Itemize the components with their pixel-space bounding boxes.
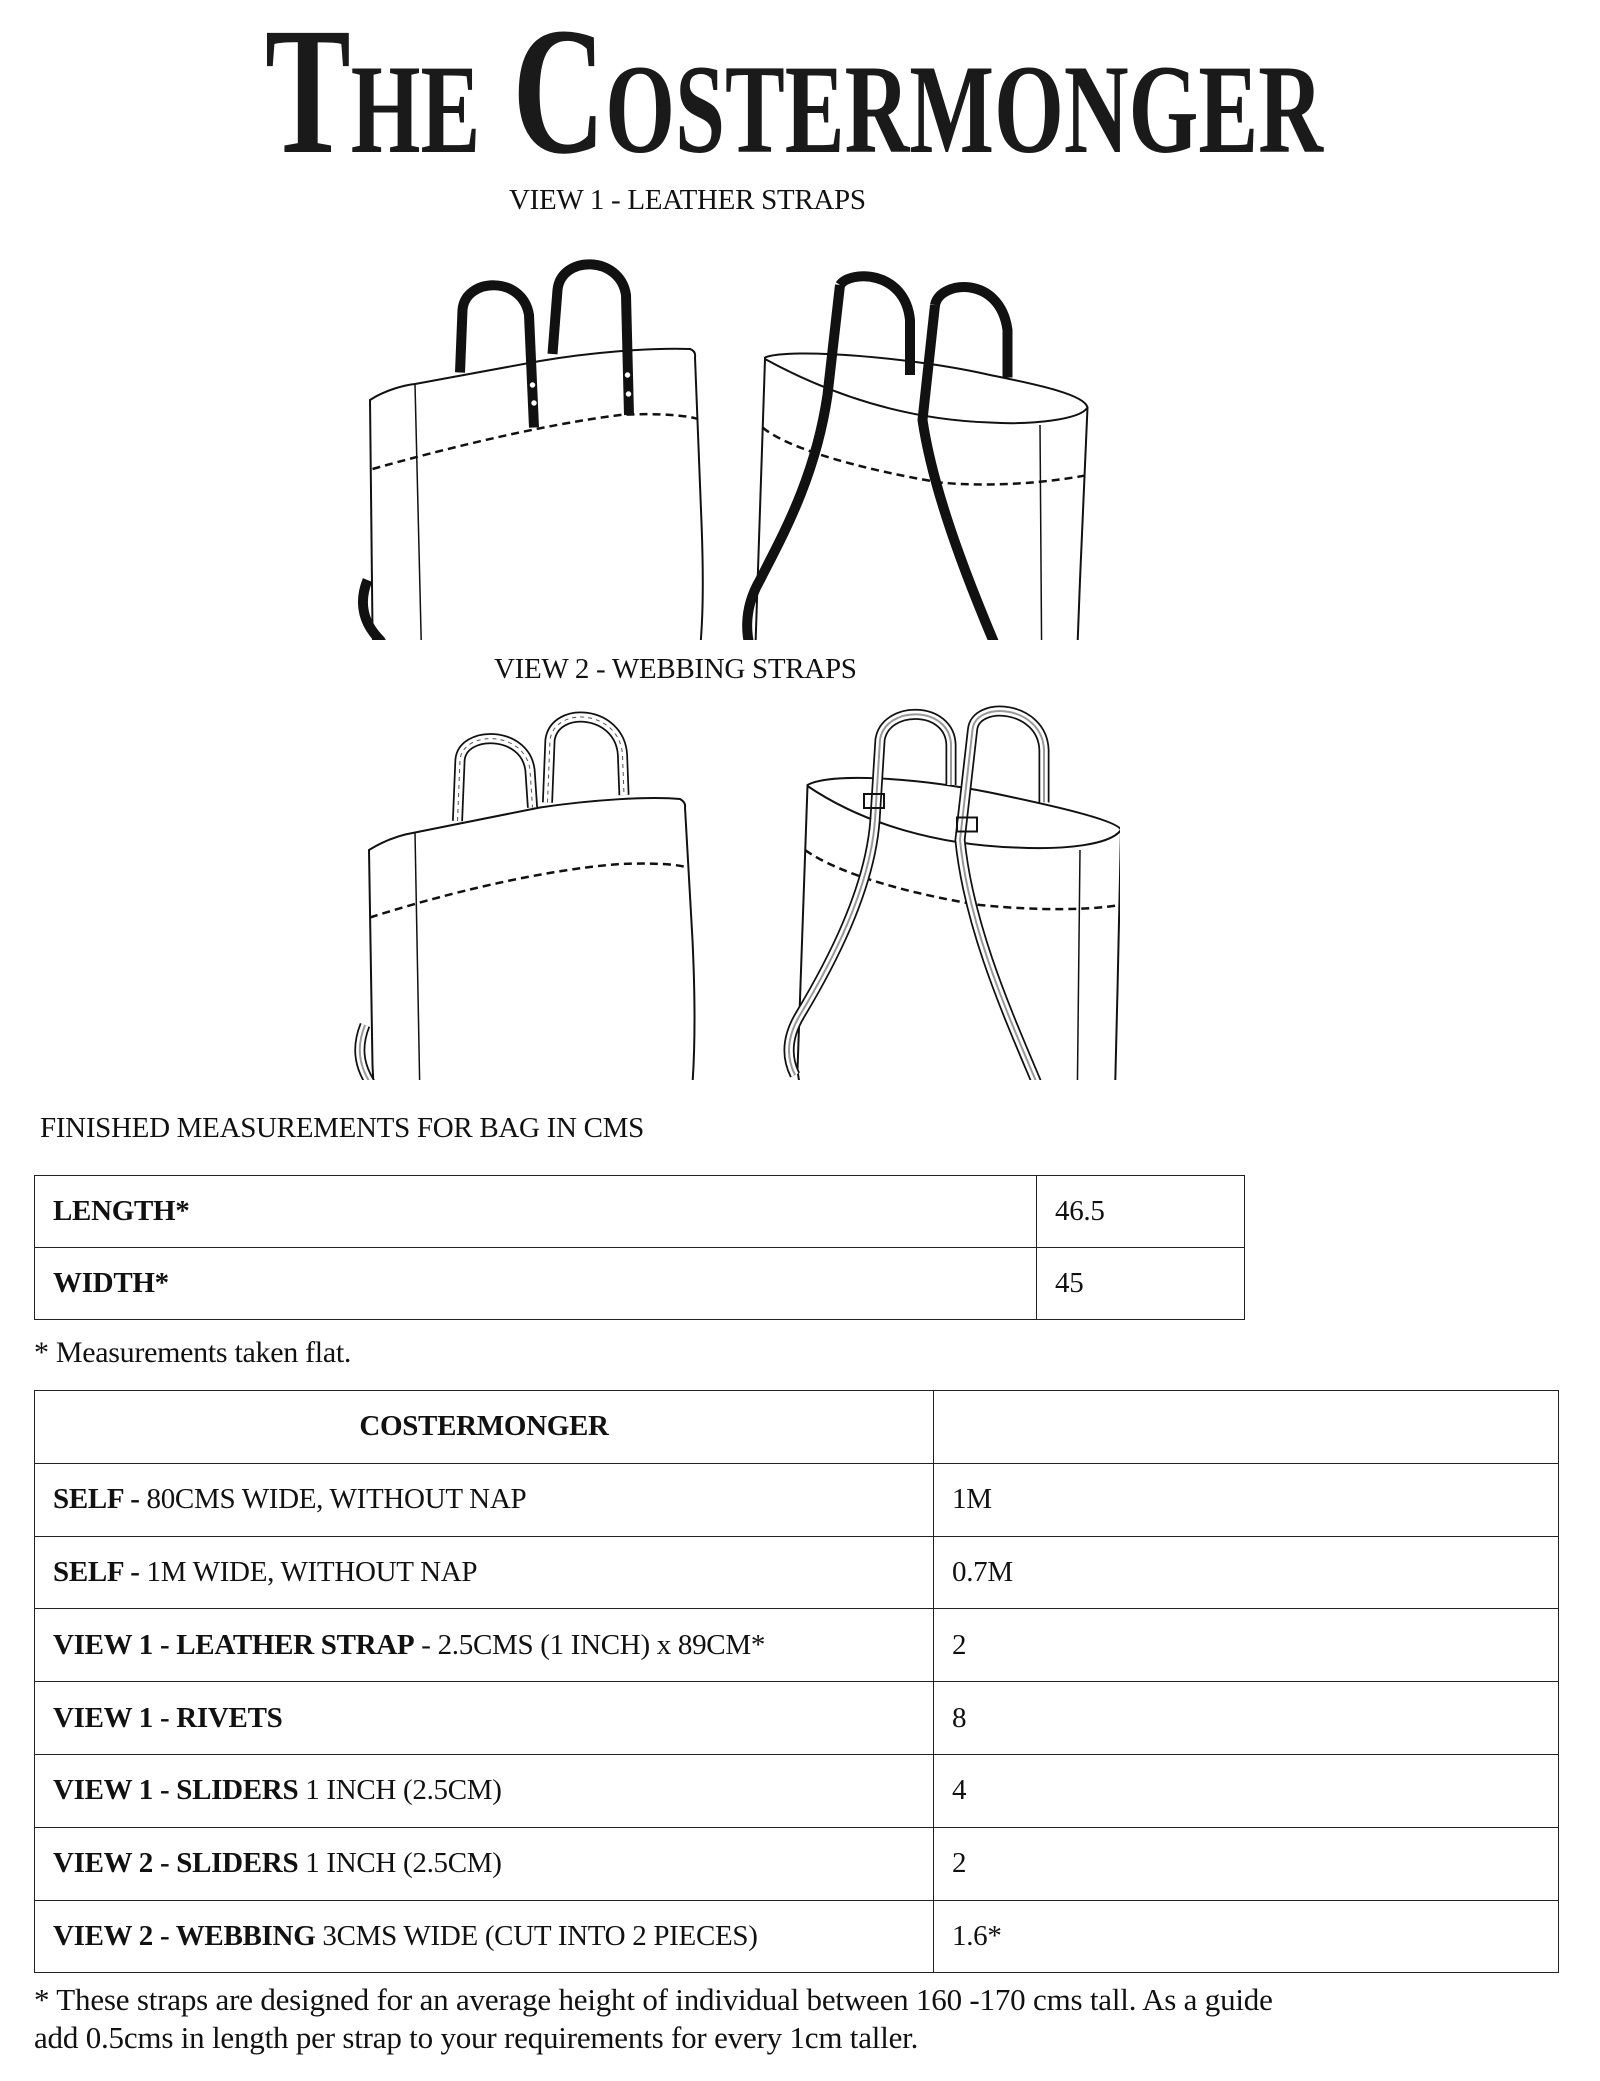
item-name: VIEW 1 - SLIDERS [53, 1774, 299, 1807]
item-quantity: 8 [934, 1682, 1559, 1755]
measurement-value: 45 [1037, 1248, 1245, 1320]
item-quantity: 1.6* [934, 1900, 1559, 1973]
item-detail: 3CMS WIDE (CUT INTO 2 PIECES) [315, 1919, 758, 1952]
requirements-header: COSTERMONGER [359, 1410, 609, 1443]
item-name: VIEW 2 - SLIDERS [53, 1847, 299, 1880]
table-row [35, 1536, 1559, 1609]
item-name: VIEW 1 - RIVETS [53, 1701, 283, 1734]
table-row [35, 1900, 1559, 1973]
bag-back-webbing [789, 711, 1120, 1080]
view-1-illustration [340, 230, 1120, 640]
item-quantity: 4 [934, 1754, 1559, 1827]
measurements-note: * Measurements taken flat. [34, 1336, 352, 1369]
item-detail: 1 INCH (2.5CM) [298, 1774, 502, 1807]
footnote-line-2: add 0.5cms in length per strap to your requirements for every 1cm taller. [34, 2020, 919, 2055]
measurements-table [34, 1175, 1245, 1320]
measurement-label: WIDTH* [53, 1267, 169, 1299]
page-title [0, 0, 1600, 180]
measurement-label: LENGTH* [53, 1195, 190, 1227]
table-row [35, 1754, 1559, 1827]
bag-front-webbing [360, 717, 695, 1080]
item-name: VIEW 1 - LEATHER STRAP [53, 1628, 415, 1661]
item-name: VIEW 2 - WEBBING [53, 1919, 316, 1952]
item-quantity: 2 [934, 1609, 1559, 1682]
webbing-handle [458, 739, 533, 821]
bag-front-leather [363, 264, 703, 640]
item-detail: - 2.5CMS (1 INCH) x 89CM* [414, 1628, 766, 1661]
item-detail: 1M WIDE, WITHOUT NAP [146, 1555, 478, 1588]
requirements-table [34, 1390, 1559, 1973]
item-detail: 80CMS WIDE, WITHOUT NAP [146, 1483, 527, 1516]
table-row [35, 1682, 1559, 1755]
view-2-illustration [340, 690, 1120, 1080]
table-row [35, 1609, 1559, 1682]
item-detail: 1 INCH (2.5CM) [298, 1847, 502, 1880]
bag-back-leather [747, 276, 1087, 640]
measurement-value: 46.5 [1037, 1176, 1245, 1248]
table-header-row [35, 1391, 1559, 1464]
item-quantity: 0.7M [934, 1536, 1559, 1609]
view-2-label: VIEW 2 - WEBBING STRAPS [494, 653, 857, 685]
webbing-handle [548, 717, 625, 802]
item-quantity: 1M [934, 1463, 1559, 1536]
item-name: SELF - [53, 1483, 147, 1516]
measurements-heading: FINISHED MEASUREMENTS FOR BAG IN CMS [40, 1112, 644, 1144]
table-row [35, 1463, 1559, 1536]
footnote-line-1: * These straps are designed for an average height of individual between 160 -170 cms tall. As a guide [34, 1982, 1273, 2017]
item-quantity: 2 [934, 1827, 1559, 1900]
item-name: SELF - [53, 1555, 147, 1588]
table-row [35, 1248, 1245, 1320]
table-row [35, 1176, 1245, 1248]
view-1-label: VIEW 1 - LEATHER STRAPS [509, 184, 866, 216]
table-row [35, 1827, 1559, 1900]
title-text: The Costermonger [265, 0, 1324, 180]
